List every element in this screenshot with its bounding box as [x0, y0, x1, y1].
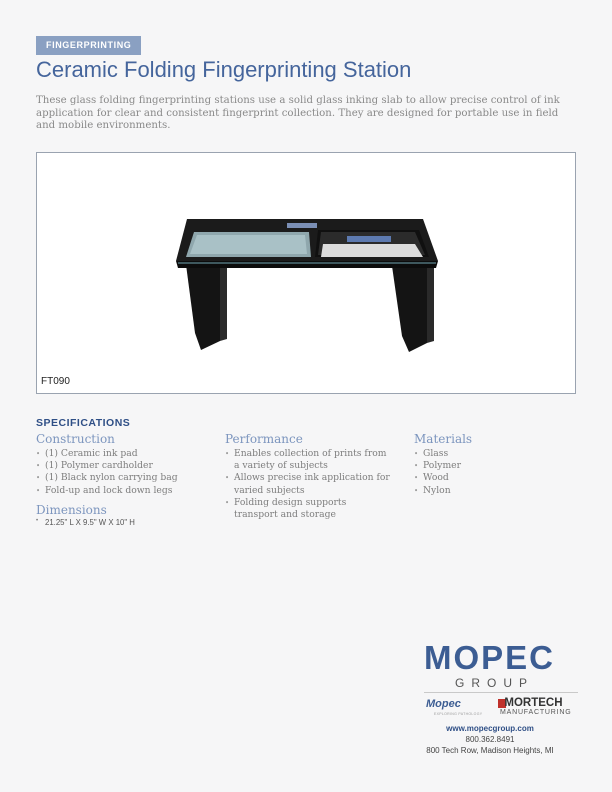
mortech-logo — [498, 697, 563, 709]
product-model-label: FT090 — [41, 376, 70, 387]
list-item: • Folding design supports transport and storage — [225, 497, 390, 521]
list-item: • Nylon — [414, 485, 574, 497]
logo-group-text: GROUP — [455, 676, 535, 690]
phone-number: 800.362.8491 — [465, 735, 515, 744]
dimensions-value: • 21.25" L X 9.5" W X 10" H — [36, 518, 135, 527]
list-item: • Fold-up and lock down legs — [36, 485, 216, 497]
performance-list — [225, 448, 390, 521]
construction-heading: Construction — [36, 432, 115, 446]
list-item: • Enables collection of prints from a variety of subjects — [225, 448, 390, 472]
mopec-group-logo: MOPEC — [424, 639, 556, 676]
mopec-sub-logo: Mopec — [426, 698, 461, 710]
materials-heading: Materials — [414, 432, 473, 446]
address: 800 Tech Row, Madison Heights, MI — [426, 746, 554, 755]
materials-list — [414, 448, 574, 497]
logo-divider — [424, 692, 578, 693]
performance-heading: Performance — [225, 432, 303, 446]
construction-list — [36, 448, 216, 497]
performance-column — [225, 432, 390, 521]
product-photo-frame — [36, 152, 576, 394]
list-item: • Allows precise ink application for varied subjects — [225, 472, 390, 496]
product-image — [37, 153, 577, 395]
list-item: • (1) Polymer cardholder — [36, 460, 216, 472]
mortech-tagline: MANUFACTURING — [500, 709, 572, 716]
list-item: • Polymer — [414, 460, 574, 472]
mopec-sub-tagline: EXPLORING PATHOLOGY — [434, 712, 483, 716]
materials-column — [414, 432, 574, 497]
website-link[interactable]: www.mopecgroup.com — [446, 724, 534, 733]
list-item: • Glass — [414, 448, 574, 460]
construction-column — [36, 432, 216, 497]
category-tag: FINGERPRINTING — [36, 36, 141, 55]
list-item: • (1) Black nylon carrying bag — [36, 472, 216, 484]
mortech-logo-text: MORTECH — [504, 697, 563, 709]
page-title: Ceramic Folding Fingerprinting Station — [36, 57, 412, 82]
dimensions-heading: Dimensions — [36, 503, 107, 517]
list-item: • (1) Ceramic ink pad — [36, 448, 216, 460]
intro-paragraph: These glass folding fingerprinting stations use a solid glass inking slab to allow precise control of ink application for clear and consistent fingerprint collection. They are designed for portable use in field and mobile environments. — [36, 95, 560, 132]
specifications-heading: SPECIFICATIONS — [36, 417, 131, 429]
list-item: • Wood — [414, 472, 574, 484]
